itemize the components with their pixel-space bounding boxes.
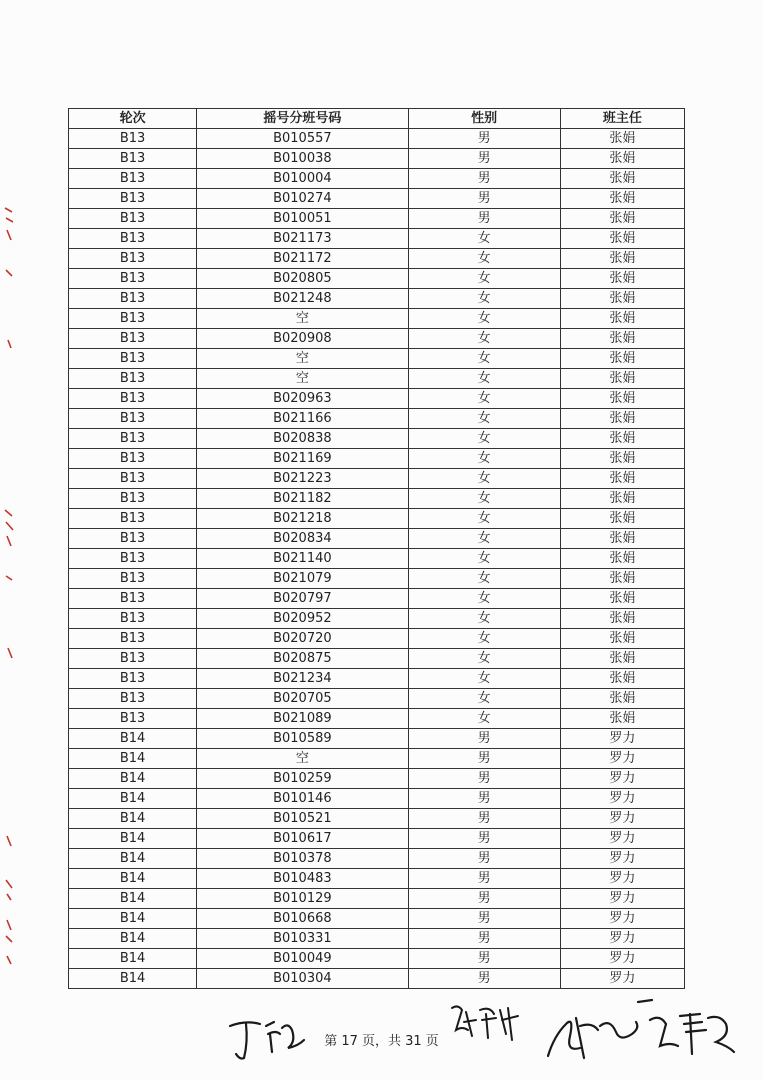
table-row <box>69 669 685 689</box>
cell-gender: 女 <box>408 549 560 569</box>
table-row <box>69 909 685 929</box>
cell-gender: 女 <box>408 689 560 709</box>
cell-head-teacher: 罗力 <box>560 929 684 949</box>
table-row <box>69 649 685 669</box>
cell-lottery-number: 空 <box>197 309 408 329</box>
cell-gender: 男 <box>408 929 560 949</box>
table-body <box>69 129 685 989</box>
cell-round: B13 <box>69 569 197 589</box>
cell-gender: 男 <box>408 849 560 869</box>
cell-lottery-number: B021218 <box>197 509 408 529</box>
table-row <box>69 709 685 729</box>
cell-gender: 女 <box>408 249 560 269</box>
cell-lottery-number: B010617 <box>197 829 408 849</box>
cell-head-teacher: 罗力 <box>560 829 684 849</box>
cell-gender: 女 <box>408 529 560 549</box>
cell-gender: 男 <box>408 729 560 749</box>
cell-head-teacher: 罗力 <box>560 809 684 829</box>
cell-lottery-number: B021173 <box>197 229 408 249</box>
table-row <box>69 489 685 509</box>
cell-gender: 男 <box>408 909 560 929</box>
column-header-gender: 性别 <box>408 109 560 129</box>
table-row <box>69 249 685 269</box>
cell-gender: 男 <box>408 149 560 169</box>
cell-lottery-number: 空 <box>197 749 408 769</box>
table-row <box>69 229 685 249</box>
cell-round: B13 <box>69 489 197 509</box>
cell-head-teacher: 张娟 <box>560 529 684 549</box>
cell-round: B13 <box>69 429 197 449</box>
cell-head-teacher: 张娟 <box>560 429 684 449</box>
cell-head-teacher: 张娟 <box>560 489 684 509</box>
cell-head-teacher: 张娟 <box>560 569 684 589</box>
table-row <box>69 969 685 989</box>
cell-lottery-number: B020805 <box>197 269 408 289</box>
signature-middle <box>446 1000 528 1048</box>
cell-lottery-number: B010589 <box>197 729 408 749</box>
cell-head-teacher: 罗力 <box>560 889 684 909</box>
cell-round: B13 <box>69 469 197 489</box>
cell-lottery-number: B010304 <box>197 969 408 989</box>
cell-lottery-number: B010051 <box>197 209 408 229</box>
cell-round: B13 <box>69 709 197 729</box>
cell-lottery-number: B021172 <box>197 249 408 269</box>
cell-lottery-number: B020838 <box>197 429 408 449</box>
cell-gender: 男 <box>408 949 560 969</box>
table-row <box>69 889 685 909</box>
cell-gender: 男 <box>408 869 560 889</box>
cell-round: B13 <box>69 329 197 349</box>
cell-round: B14 <box>69 969 197 989</box>
cell-round: B14 <box>69 949 197 969</box>
cell-lottery-number: B021079 <box>197 569 408 589</box>
cell-round: B13 <box>69 409 197 429</box>
table-row <box>69 869 685 889</box>
cell-head-teacher: 张娟 <box>560 389 684 409</box>
cell-gender: 男 <box>408 829 560 849</box>
cell-lottery-number: B020720 <box>197 629 408 649</box>
cell-round: B14 <box>69 829 197 849</box>
cell-gender: 女 <box>408 429 560 449</box>
cell-round: B14 <box>69 729 197 749</box>
cell-lottery-number: B010129 <box>197 889 408 909</box>
cell-head-teacher: 罗力 <box>560 769 684 789</box>
column-header-round: 轮次 <box>69 109 197 129</box>
cell-round: B14 <box>69 889 197 909</box>
cell-head-teacher: 罗力 <box>560 849 684 869</box>
cell-round: B13 <box>69 389 197 409</box>
cell-lottery-number: 空 <box>197 349 408 369</box>
cell-round: B13 <box>69 529 197 549</box>
table-row <box>69 549 685 569</box>
cell-round: B13 <box>69 309 197 329</box>
cell-gender: 男 <box>408 749 560 769</box>
cell-gender: 女 <box>408 389 560 409</box>
cell-head-teacher: 罗力 <box>560 949 684 969</box>
table-row <box>69 509 685 529</box>
cell-gender: 女 <box>408 449 560 469</box>
table-row <box>69 429 685 449</box>
cell-lottery-number: B021089 <box>197 709 408 729</box>
cell-gender: 男 <box>408 809 560 829</box>
table-row <box>69 689 685 709</box>
cell-round: B13 <box>69 209 197 229</box>
cell-head-teacher: 张娟 <box>560 589 684 609</box>
cell-lottery-number: B021223 <box>197 469 408 489</box>
cell-head-teacher: 张娟 <box>560 649 684 669</box>
cell-head-teacher: 张娟 <box>560 329 684 349</box>
cell-lottery-number: B020797 <box>197 589 408 609</box>
cell-lottery-number: B010274 <box>197 189 408 209</box>
cell-lottery-number: B010668 <box>197 909 408 929</box>
cell-lottery-number: 空 <box>197 369 408 389</box>
table-row <box>69 329 685 349</box>
table-row <box>69 529 685 549</box>
cell-lottery-number: B010521 <box>197 809 408 829</box>
table-row <box>69 929 685 949</box>
cell-round: B14 <box>69 769 197 789</box>
cell-head-teacher: 张娟 <box>560 409 684 429</box>
cell-round: B14 <box>69 849 197 869</box>
cell-gender: 女 <box>408 329 560 349</box>
cell-gender: 女 <box>408 469 560 489</box>
cell-round: B14 <box>69 749 197 769</box>
cell-gender: 男 <box>408 169 560 189</box>
cell-round: B13 <box>69 129 197 149</box>
cell-gender: 女 <box>408 569 560 589</box>
cell-head-teacher: 张娟 <box>560 549 684 569</box>
cell-head-teacher: 张娟 <box>560 169 684 189</box>
cell-lottery-number: B020908 <box>197 329 408 349</box>
cell-head-teacher: 张娟 <box>560 609 684 629</box>
cell-round: B13 <box>69 589 197 609</box>
cell-gender: 女 <box>408 409 560 429</box>
cell-gender: 女 <box>408 629 560 649</box>
cell-lottery-number: B010049 <box>197 949 408 969</box>
cell-lottery-number: B021248 <box>197 289 408 309</box>
cell-lottery-number: B021166 <box>197 409 408 429</box>
cell-round: B14 <box>69 929 197 949</box>
cell-round: B14 <box>69 909 197 929</box>
table-row <box>69 729 685 749</box>
cell-lottery-number: B021169 <box>197 449 408 469</box>
cell-head-teacher: 张娟 <box>560 629 684 649</box>
cell-head-teacher: 罗力 <box>560 909 684 929</box>
cell-head-teacher: 罗力 <box>560 969 684 989</box>
cell-gender: 女 <box>408 589 560 609</box>
table-row <box>69 349 685 369</box>
cell-lottery-number: B021182 <box>197 489 408 509</box>
cell-lottery-number: B010259 <box>197 769 408 789</box>
cell-gender: 男 <box>408 129 560 149</box>
signature-right <box>540 996 740 1070</box>
cell-gender: 女 <box>408 509 560 529</box>
cell-gender: 女 <box>408 369 560 389</box>
cell-lottery-number: B010331 <box>197 929 408 949</box>
cell-round: B13 <box>69 289 197 309</box>
cell-head-teacher: 张娟 <box>560 349 684 369</box>
cell-round: B13 <box>69 449 197 469</box>
table-row <box>69 569 685 589</box>
cell-lottery-number: B010483 <box>197 869 408 889</box>
table-row <box>69 769 685 789</box>
table-row <box>69 369 685 389</box>
column-header-head-teacher: 班主任 <box>560 109 684 129</box>
cell-lottery-number: B020952 <box>197 609 408 629</box>
cell-head-teacher: 张娟 <box>560 449 684 469</box>
table-row <box>69 409 685 429</box>
table-row <box>69 449 685 469</box>
table-row <box>69 469 685 489</box>
cell-gender: 女 <box>408 309 560 329</box>
cell-round: B14 <box>69 789 197 809</box>
cell-round: B13 <box>69 689 197 709</box>
cell-head-teacher: 张娟 <box>560 229 684 249</box>
cell-head-teacher: 张娟 <box>560 509 684 529</box>
cell-gender: 女 <box>408 649 560 669</box>
table-row <box>69 849 685 869</box>
table-row <box>69 189 685 209</box>
cell-round: B13 <box>69 669 197 689</box>
cell-lottery-number: B010378 <box>197 849 408 869</box>
cell-head-teacher: 张娟 <box>560 469 684 489</box>
cell-lottery-number: B020705 <box>197 689 408 709</box>
cell-round: B13 <box>69 609 197 629</box>
cell-lottery-number: B010004 <box>197 169 408 189</box>
table-row <box>69 169 685 189</box>
column-header-lottery-number: 摇号分班号码 <box>197 109 408 129</box>
cell-lottery-number: B010146 <box>197 789 408 809</box>
cell-round: B13 <box>69 189 197 209</box>
table-header-row <box>69 109 685 129</box>
table-row <box>69 949 685 969</box>
cell-lottery-number: B010038 <box>197 149 408 169</box>
table-row <box>69 609 685 629</box>
cell-round: B13 <box>69 169 197 189</box>
cell-gender: 男 <box>408 789 560 809</box>
cell-head-teacher: 张娟 <box>560 289 684 309</box>
cell-head-teacher: 张娟 <box>560 149 684 169</box>
cell-gender: 男 <box>408 969 560 989</box>
cell-gender: 女 <box>408 269 560 289</box>
roster-table <box>68 108 685 989</box>
page-number-text: 第 17 页，共 31 页 <box>324 1034 439 1049</box>
table-row <box>69 129 685 149</box>
cell-head-teacher: 张娟 <box>560 129 684 149</box>
cell-round: B13 <box>69 509 197 529</box>
table-row <box>69 389 685 409</box>
cell-lottery-number: B020963 <box>197 389 408 409</box>
cell-round: B13 <box>69 649 197 669</box>
table-row <box>69 829 685 849</box>
cell-head-teacher: 张娟 <box>560 709 684 729</box>
table-row <box>69 789 685 809</box>
cell-gender: 女 <box>408 609 560 629</box>
cell-gender: 女 <box>408 289 560 309</box>
cell-head-teacher: 张娟 <box>560 309 684 329</box>
table-row <box>69 209 685 229</box>
cell-round: B13 <box>69 629 197 649</box>
cell-round: B13 <box>69 549 197 569</box>
cell-head-teacher: 张娟 <box>560 669 684 689</box>
cell-round: B13 <box>69 229 197 249</box>
cell-lottery-number: B020875 <box>197 649 408 669</box>
cell-round: B13 <box>69 149 197 169</box>
cell-head-teacher: 张娟 <box>560 249 684 269</box>
cell-head-teacher: 张娟 <box>560 189 684 209</box>
cell-head-teacher: 罗力 <box>560 729 684 749</box>
cell-lottery-number: B010557 <box>197 129 408 149</box>
cell-round: B13 <box>69 369 197 389</box>
table-row <box>69 589 685 609</box>
cell-lottery-number: B021140 <box>197 549 408 569</box>
cell-round: B14 <box>69 869 197 889</box>
table-row <box>69 289 685 309</box>
table-row <box>69 629 685 649</box>
table-row <box>69 809 685 829</box>
cell-gender: 女 <box>408 229 560 249</box>
cell-round: B13 <box>69 249 197 269</box>
cell-gender: 男 <box>408 189 560 209</box>
cell-round: B14 <box>69 809 197 829</box>
cell-round: B13 <box>69 349 197 369</box>
cell-head-teacher: 张娟 <box>560 689 684 709</box>
cell-round: B13 <box>69 269 197 289</box>
cell-head-teacher: 张娟 <box>560 269 684 289</box>
cell-head-teacher: 张娟 <box>560 369 684 389</box>
table-row <box>69 269 685 289</box>
cell-gender: 男 <box>408 889 560 909</box>
cell-gender: 男 <box>408 769 560 789</box>
cell-gender: 女 <box>408 349 560 369</box>
cell-lottery-number: B020834 <box>197 529 408 549</box>
cell-gender: 男 <box>408 209 560 229</box>
table-row <box>69 749 685 769</box>
cell-gender: 女 <box>408 669 560 689</box>
cell-gender: 女 <box>408 489 560 509</box>
cell-head-teacher: 罗力 <box>560 869 684 889</box>
cell-lottery-number: B021234 <box>197 669 408 689</box>
cell-head-teacher: 罗力 <box>560 789 684 809</box>
cell-head-teacher: 罗力 <box>560 749 684 769</box>
table-row <box>69 309 685 329</box>
cell-head-teacher: 张娟 <box>560 209 684 229</box>
seal-edge-marks <box>2 200 16 980</box>
cell-gender: 女 <box>408 709 560 729</box>
table-row <box>69 149 685 169</box>
